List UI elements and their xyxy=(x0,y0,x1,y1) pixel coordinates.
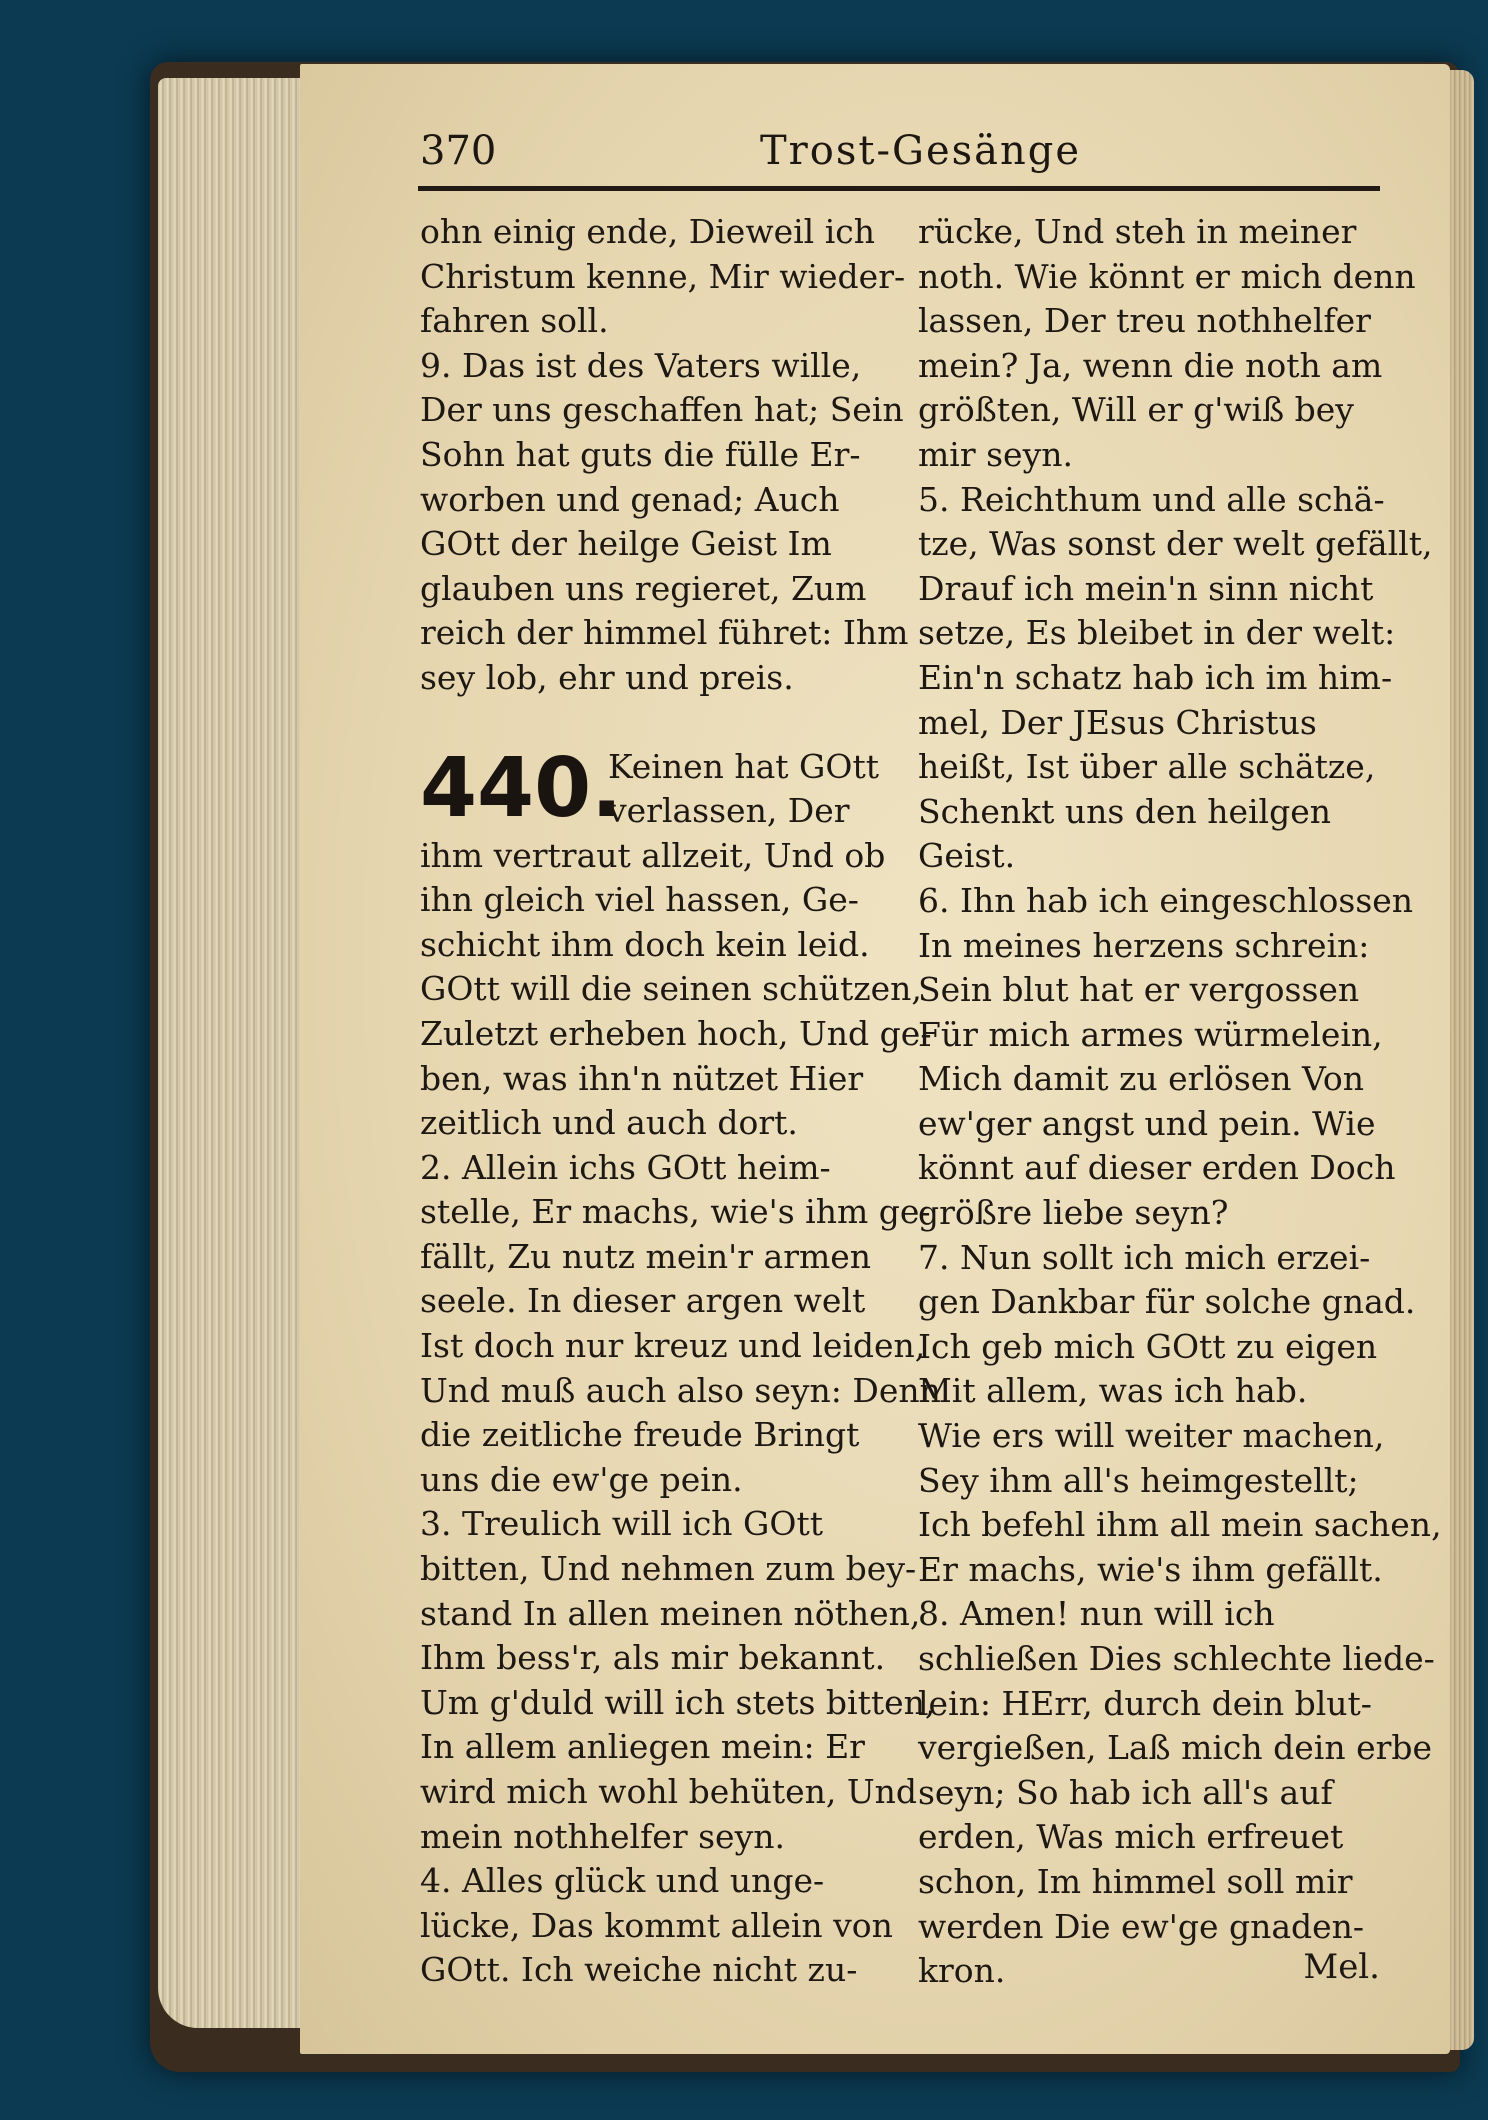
text-line: Und muß auch also seyn: Denn xyxy=(420,1370,941,1410)
text-line: Er machs, wie's ihm gefällt. xyxy=(918,1549,1383,1589)
text-line: seele. In dieser argen welt xyxy=(420,1281,866,1321)
text-line: 8. Amen! nun will ich xyxy=(918,1594,1275,1634)
text-line: noth. Wie könnt er mich denn xyxy=(918,256,1416,296)
text-line: 3. Treulich will ich GOtt xyxy=(420,1504,823,1544)
hymn-number: 440. xyxy=(420,740,623,836)
page-edges xyxy=(158,78,308,2028)
text-line: Mich damit zu erlösen Von xyxy=(918,1059,1364,1099)
text-line: schon, Im himmel soll mir xyxy=(918,1861,1353,1901)
text-line: ihn gleich viel hassen, Ge- xyxy=(420,880,859,920)
running-title: Trost-Gesänge xyxy=(760,128,1082,174)
text-line: GOtt. Ich weiche nicht zu- xyxy=(420,1950,858,1990)
hymn-first-line: Keinen hat GOtt xyxy=(608,746,879,786)
text-line: 6. Ihn hab ich eingeschlossen xyxy=(918,880,1414,920)
text-line: GOtt will die seinen schützen, xyxy=(420,969,922,1009)
text-line: Christum kenne, Mir wieder- xyxy=(420,256,906,296)
hymn-second-line: verlassen, Der xyxy=(608,791,850,831)
text-line: kron. xyxy=(918,1951,1006,1991)
text-line: stand In allen meinen nöthen, xyxy=(420,1593,921,1633)
text-line: Ein'n schatz hab ich im him- xyxy=(918,657,1393,697)
right-column-lines xyxy=(918,210,1442,1994)
text-line: Ist doch nur kreuz und leiden, xyxy=(420,1326,926,1366)
text-line: ohn einig ende, Dieweil ich xyxy=(420,212,875,251)
text-line: 2. Allein ichs GOtt heim- xyxy=(420,1147,831,1187)
header-rule xyxy=(418,186,1380,191)
text-line: tze, Was sonst der welt gefällt, xyxy=(918,524,1433,564)
text-line: Ich geb mich GOtt zu eigen xyxy=(918,1326,1378,1366)
text-line: lein: HErr, durch dein blut- xyxy=(918,1683,1372,1723)
text-line: Zuletzt erheben hoch, Und ge- xyxy=(420,1013,932,1053)
text-line: wird mich wohl behüten, Und xyxy=(420,1772,918,1811)
text-line: rücke, Und steh in meiner xyxy=(918,212,1357,251)
text-line: sey lob, ehr und preis. xyxy=(420,657,794,697)
text-line: heißt, Ist über alle schätze, xyxy=(918,747,1376,787)
text-line: Schenkt uns den heilgen xyxy=(918,791,1331,831)
right-column xyxy=(918,210,1442,1994)
text-line: größten, Will er g'wiß bey xyxy=(918,390,1354,430)
text-line: mein nothhelfer seyn. xyxy=(420,1816,785,1856)
text-line: bitten, Und nehmen zum bey- xyxy=(420,1549,917,1589)
text-line: Um g'duld will ich stets bitten, xyxy=(420,1682,936,1722)
page-number: 370 xyxy=(420,128,497,174)
text-line: Sohn hat guts die fülle Er- xyxy=(420,434,861,474)
text-line: 4. Alles glück und unge- xyxy=(420,1861,825,1901)
text-line: ben, was ihn'n nützet Hier xyxy=(420,1058,864,1098)
text-line: seyn; So hab ich all's auf xyxy=(918,1772,1333,1812)
text-line: Geist. xyxy=(918,836,1016,876)
text-line: werden Die ew'ge gnaden- xyxy=(918,1906,1365,1946)
text-line: uns die ew'ge pein. xyxy=(420,1459,743,1499)
text-line: schicht ihm doch kein leid. xyxy=(420,924,870,964)
text-line: vergießen, Laß mich dein erbe xyxy=(918,1728,1433,1768)
text-line: setze, Es bleibet in der welt: xyxy=(918,613,1396,653)
text-line: größre liebe seyn? xyxy=(918,1193,1229,1233)
text-line: lücke, Das kommt allein von xyxy=(420,1905,893,1945)
text-line: Ich befehl ihm all mein sachen, xyxy=(918,1505,1442,1545)
text-line: reich der himmel führet: Ihm xyxy=(420,613,909,653)
text-line: stelle, Er machs, wie's ihm ge- xyxy=(420,1192,931,1232)
text-line: fällt, Zu nutz mein'r armen xyxy=(420,1236,872,1276)
text-line: Mit allem, was ich hab. xyxy=(918,1371,1308,1411)
text-line: glauben uns regieret, Zum xyxy=(420,568,867,608)
text-line: Wie ers will weiter machen, xyxy=(918,1416,1385,1456)
text-line: die zeitliche freude Bringt xyxy=(420,1415,860,1455)
text-line: Sey ihm all's heimgestellt; xyxy=(918,1460,1359,1500)
text-line: zeitlich und auch dort. xyxy=(420,1103,798,1143)
text-line: 9. Das ist des Vaters wille, xyxy=(420,345,862,385)
text-line: Ihm bess'r, als mir bekannt. xyxy=(420,1638,886,1678)
text-line: ew'ger angst und pein. Wie xyxy=(918,1103,1376,1143)
text-line: GOtt der heilge Geist Im xyxy=(420,524,832,564)
text-line: Der uns geschaffen hat; Sein xyxy=(420,390,904,430)
text-line: In meines herzens schrein: xyxy=(918,925,1370,965)
text-line: In allem anliegen mein: Er xyxy=(420,1727,865,1767)
left-column xyxy=(420,210,941,1993)
left-column-top-lines xyxy=(420,210,909,701)
text-line: mein? Ja, wenn die noth am xyxy=(918,345,1383,385)
text-line: könnt auf dieser erden Doch xyxy=(918,1148,1396,1188)
text-line: schließen Dies schlechte liede- xyxy=(918,1639,1435,1678)
text-line: lassen, Der treu nothhelfer xyxy=(918,301,1371,341)
text-line: mir seyn. xyxy=(918,434,1073,474)
text-line: 7. Nun sollt ich mich erzei- xyxy=(918,1237,1371,1277)
catchword: Mel. xyxy=(1303,1947,1380,1987)
text-line: fahren soll. xyxy=(420,301,609,341)
text-line: mel, Der JEsus Christus xyxy=(918,702,1317,742)
text-line: 5. Reichthum und alle schä- xyxy=(918,479,1385,519)
facing-page-edge xyxy=(1450,70,1474,2050)
text-line: erden, Was mich erfreuet xyxy=(918,1817,1344,1857)
text-line: Sein blut hat er vergossen xyxy=(918,970,1360,1010)
left-column-bottom-lines xyxy=(420,834,941,1993)
text-line: ihm vertraut allzeit, Und ob xyxy=(420,835,886,875)
hymn-heading xyxy=(420,740,882,836)
text-line: Für mich armes würmelein, xyxy=(918,1014,1383,1054)
text-line: worben und genad; Auch xyxy=(420,479,840,519)
text-line: Drauf ich mein'n sinn nicht xyxy=(918,568,1374,608)
text-line: gen Dankbar für solche gnad. xyxy=(918,1282,1416,1322)
